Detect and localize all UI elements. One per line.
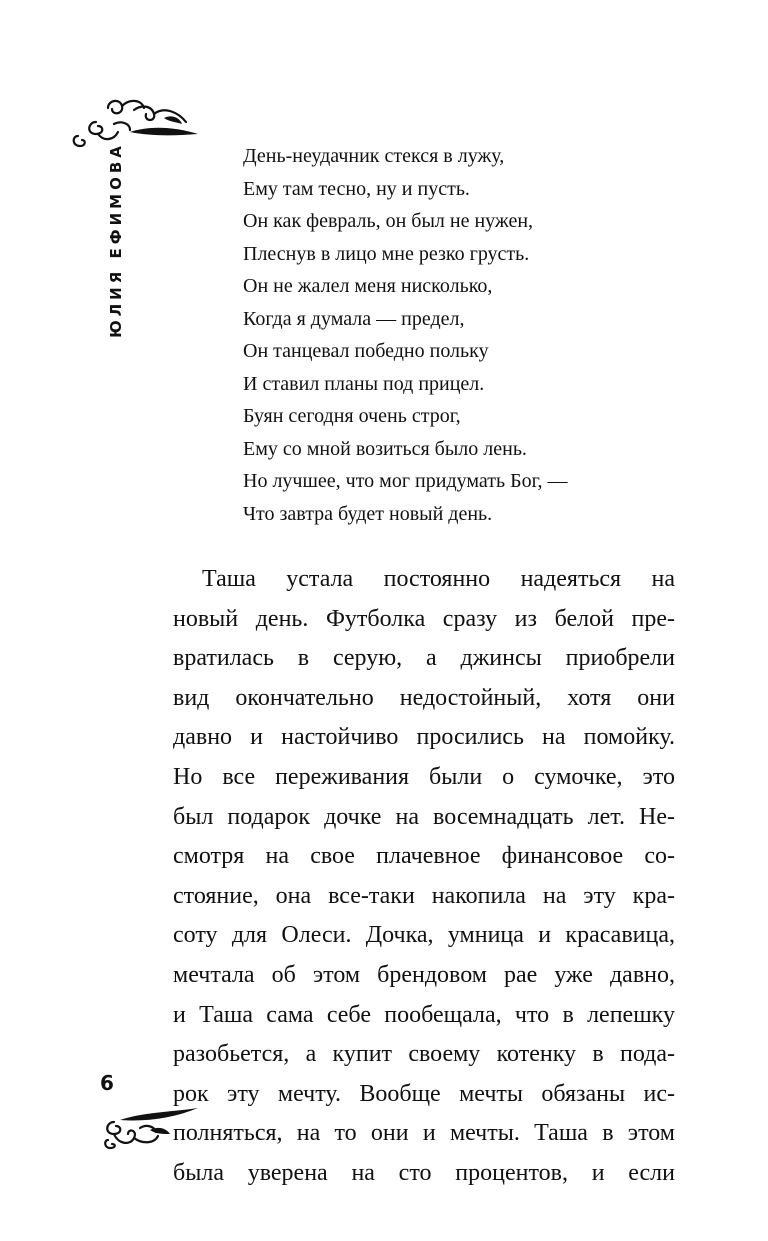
- prose-paragraph: [173, 560, 675, 1194]
- poem-line: День-неудачник стекся в лужу,: [243, 145, 505, 167]
- prose-line: была уверена на сто процентов, и если: [173, 1159, 675, 1186]
- prose-line: стояние, она все-таки накопила на эту кра-: [173, 882, 675, 909]
- prose-line: новый день. Футболка сразу из белой пре-: [173, 605, 675, 632]
- prose-line: давно и настойчиво просились на помойку.: [173, 724, 675, 751]
- poem-line: Буян сегодня очень строг,: [243, 405, 461, 427]
- poem-line: Он не жалел меня нисколько,: [243, 275, 493, 297]
- prose-line: полняться, на то они и мечты. Таша в этом: [173, 1120, 675, 1147]
- poem-line: Плеснув в лицо мне резко грусть.: [243, 242, 530, 265]
- prose-line: и Таша сама себе пообещала, что в лепешку: [173, 1001, 675, 1028]
- ornament-top-icon: [68, 92, 200, 152]
- prose-line: вратилась в серую, а джинсы приобрели: [173, 645, 675, 672]
- prose-line: мечтала об этом брендовом рае уже давно,: [173, 961, 675, 988]
- page-number: 6: [100, 1071, 114, 1095]
- prose-line: Но все переживания были о сумочке, это: [173, 763, 675, 790]
- running-header-author: [104, 142, 128, 338]
- prose-line: разобьется, а купит своему котенку в пода-: [173, 1041, 675, 1068]
- prose-line: соту для Олеси. Дочка, умница и красавица,: [173, 922, 675, 949]
- poem-line: Он как февраль, он был не нужен,: [243, 210, 534, 232]
- poem-line: Ему со мной возиться было лень.: [243, 437, 527, 460]
- poem-line: Когда я думала — предел,: [243, 307, 465, 330]
- poem-line: Что завтра будет новый день.: [243, 502, 493, 525]
- poem-line: И ставил планы под прицел.: [243, 372, 485, 395]
- poem-line: Но лучшее, что мог придумать Бог, —: [243, 470, 568, 492]
- prose-line: вид окончательно недостойный, хотя они: [173, 684, 675, 711]
- poem-line: Ему там тесно, ну и пусть.: [243, 177, 470, 200]
- poem: [243, 140, 568, 530]
- prose-line: Таша устала постоянно надеяться на: [202, 566, 675, 592]
- ornament-bottom-icon: [100, 1104, 200, 1154]
- prose-line: смотря на свое плачевное финансовое со-: [173, 843, 675, 870]
- author-name: ЮЛИЯ ЕФИМОВА: [107, 142, 126, 338]
- poem-line: Он танцевал победно польку: [243, 340, 489, 362]
- prose-line: был подарок дочке на восемнадцать лет. Не-: [173, 803, 675, 830]
- prose-line: рок эту мечту. Вообще мечты обязаны ис-: [173, 1080, 675, 1107]
